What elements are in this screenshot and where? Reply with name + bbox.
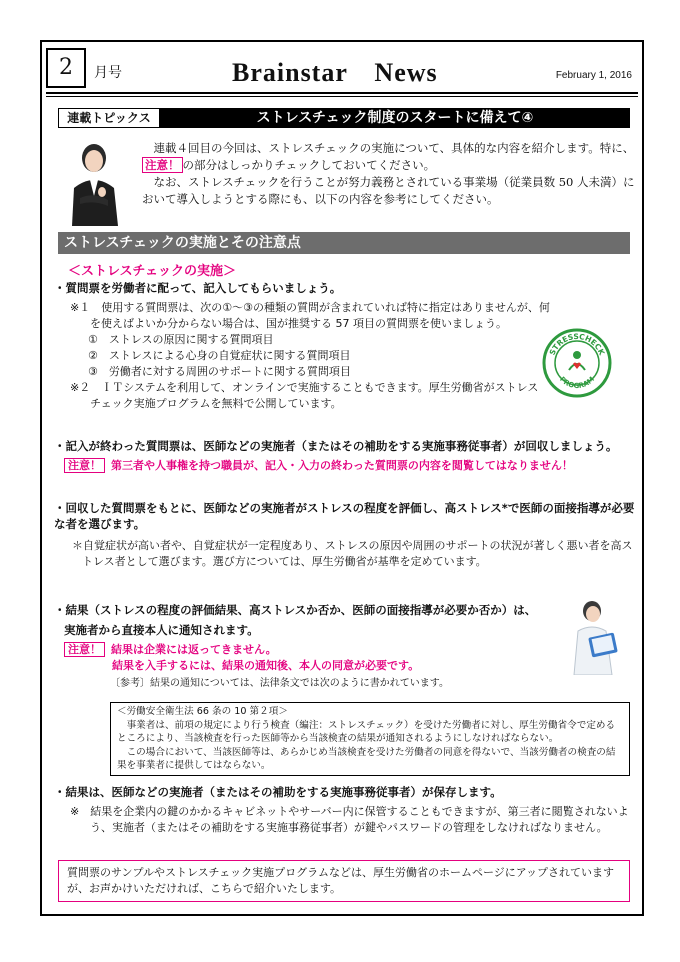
item-notification: ・結果（ストレスの程度の評価結果、高ストレスか否か、医師の面接指導が必要か否か）は、 実施者から直接本人に通知されます。 注意！ 結果は企業には返ってきません。 結果を入手するには、結果の通知後、本人の同意が必要です。 〔参考〕結果の通知については、法律条文では次のように書かれています。 [54,603,537,689]
topic-bar [58,108,630,128]
issue-suffix: 月号 [94,65,122,81]
topic-tag: 連載トピックス [58,108,160,128]
header-rule [46,92,638,94]
nurse-reading-illustration [562,597,632,675]
law-excerpt-box: ＜労働安全衛生法 66 条の 10 第２項＞ 事業者は、前項の規定により行う検査（編注：ストレスチェック）を受けた労働者に対し、厚生労働省令で定めるところにより、当該検査を行った医師等から当該検査の結果が通知されるようにしなければならない。 この場合において、当該医師等は、あらかじめ当該検査を受けた労働者の同意を得ないで、当該労働者の検査の結果を事業者に提供してはならない。 [110,702,630,776]
topic-title: ストレスチェック制度のスタートに備えて④ [160,108,630,128]
item-evaluation: ・回収した質問票をもとに、医師などの実施者がストレスの程度を評価し、高ストレス*で医師の面接指導が必要な者を選びます。 ＊自覚症状が高い者や、自覚症状が一定程度あり、ストレスの原因や周囲のサポートの状況が著しく悪い者を高ストレス者として選びます。選び方については、厚生労働省が基準を定めています。 [54,501,635,568]
badge-bottom-text: PROGRAM [558,375,596,391]
caution-inline-label: 注意！ [142,157,183,173]
item-questionnaire: ・質問票を労働者に配って、記入してもらいましょう。 ※１ 使用する質問票は、次の①～③の種類の質問が含まれていれば特に指定はありませんが、何を使えばよいか分からない場合は、国が推奨する 57 項目の質問票を使いましょう。 ① ストレスの原因に関する質問項目 ② ストレスによる心身の自覚症状に関する質問項目 ③ 労働者に対する周囲のサポートに関する質問項目 ※２ ＩＴシステムを利用して、オンラインで実施することもできます。厚生労働省がストレスチェック実施プログラムを無料で公開しています。 [54,281,550,410]
item-collection: ・記入が終わった質問票は、医師などの実施者（またはその補助をする実施事務従事者）が回収しましょう。 注意！ 第三者や人事権を持つ職員が、記入・入力の終わった質問票の内容を閲覧してはなりません！ [54,439,618,472]
newsletter-page [40,40,644,916]
businesswoman-illustration [64,138,126,226]
stresscheck-program-badge [542,328,612,398]
header-rule-thin [46,96,638,97]
issue-number: 2 [46,48,86,88]
badge-top-text: STRESSCHECK [547,331,607,357]
subheading: ＜ストレスチェックの実施＞ [68,264,236,279]
issue-date: February 1, 2016 [555,70,632,81]
intro-text: 連載４回目の今回は、ストレスチェックの実施について、具体的な内容を紹介します。特に、注意！ の部分はしっかりチェックしておいてください。 なお、ストレスチェックを行うことが努力義務とされている事業場（従業員数 50 人未満）において導入しようとする際にも、以下の内容を参考にしてください。 [142,141,635,206]
newsletter-title: Brainstar News [232,58,438,87]
caution-label: 注意！ [64,458,105,473]
item-storage: ・結果は、医師などの実施者（またはその補助をする実施事務従事者）が保存します。 ※ 結果を企業内の鍵のかかるキャビネットやサーバー内に保管することもできますが、第三者に閲覧されないよう、実施者（またはその補助をする実施事務従事者）が鍵やパスワードの管理をしなければなりません。 [54,785,629,834]
footer-notice: 質問票のサンプルやストレスチェック実施プログラムなどは、厚生労働省のホームページにアップされていますが、お声かけいただければ、こちらで紹介いたします。 [58,860,630,902]
caution-label: 注意！ [64,642,105,657]
section-heading: ストレスチェックの実施とその注意点 [58,232,630,254]
